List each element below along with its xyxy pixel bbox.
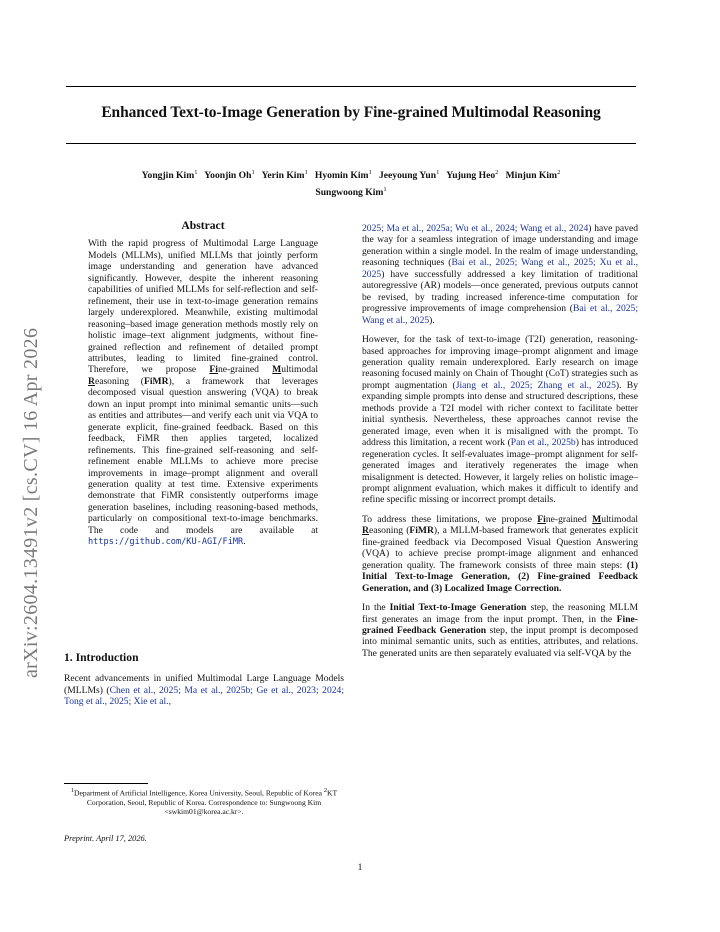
paragraph: In the Initial Text-to-Image Generation step, the reasoning MLLM first generates an image from the input prompt. Then, in the Fine-grained Feedback Generation step, the input prompt is decomposed into minimal semantic units, such as entities, attributes, and relations. The generated units are then separately evaluated via self-VQA by the: [362, 602, 638, 659]
footnote-rule: [64, 783, 148, 784]
citation-link[interactable]: Jiang et al., 2025; Zhang et al., 2025: [455, 379, 616, 391]
author: Sungwoong Kim$^1$: [315, 186, 387, 199]
paragraph: To address these limitations, we propose Fine-grained Multimodal Reasoning (FiMR), a MLLM-based framework that generates explicit fine-grained feedback via Decomposed Visual Question Answering (VQA) to achieve precise prompt-image alignment and enhanced generation quality. The framework consists of three main steps: (1) Initial Text-to-Image Generation, (2) Fine-grained Feedback Generation, and (3) Localized Image Correction.: [362, 513, 639, 594]
abstract-section: [88, 220, 318, 549]
right-column: [362, 223, 638, 667]
code-link[interactable]: https://github.com/KU-AGI/FiMR: [88, 537, 244, 548]
page-number: 1: [357, 862, 363, 873]
author: Yongjin Kim$^1$: [141, 169, 198, 182]
author: Jeeyoung Yun$^1$: [378, 169, 440, 182]
paragraph: 2025; Ma et al., 2025a; Wu et al., 2024; Wang et al., 2024) have paved the way for a seamless integration of image understanding and image generation within a single model. In the realm of image understanding, reasoning techniques (Bai et al., 2025; Wang et al., 2025; Xu et al., 2025) have successfully addressed a key limitation of traditional autoregressive (AR) models—once generated, previous outputs cannot be revised, by trading increased inference-time computation for progressive improvements of image comprehension (Bai et al., 2025; Wang et al., 2025).: [362, 223, 639, 326]
author: Yujung Heo$^2$: [446, 169, 499, 182]
citation-link[interactable]: Bai et al., 2025; Wang et al., 2025: [362, 303, 638, 326]
author: Hyomin Kim$^1$: [314, 169, 372, 182]
title-rule: [66, 143, 636, 144]
author-list: [80, 166, 622, 200]
citation-link[interactable]: Bai et al., 2025; Wang et al., 2025; Xu et al., 2025: [362, 257, 638, 280]
intro-text: Recent advancements in unified Multimodal Large Language Models (MLLMs) (Chen et al., 2025; Ma et al., 2025b; Ge et al., 2023; 2024; Tong et al., 2025; Xie et al.,: [64, 673, 344, 708]
intro-heading: 1. Introduction: [64, 651, 139, 664]
author: Minjun Kim$^2$: [505, 169, 561, 182]
introduction-section: [64, 652, 344, 708]
preprint-note: Preprint. April 17, 2026.: [64, 834, 147, 843]
abstract-heading: Abstract: [181, 219, 225, 232]
author: Yoonjin Oh$^1$: [204, 169, 255, 182]
top-rule: [66, 86, 636, 87]
paragraph: However, for the task of text-to-image (T2I) generation, reasoning-based approaches for improving image–prompt alignment and image generation quality remain underexplored. Early research on image reasoning focused mainly on Chain of Thought (CoT) strategies such as prompt augmentation (Jiang et al., 2025; Zhang et al., 2025). By expanding simple prompts into dense and structured descriptions, these methods provide a T2I model with richer context to facilitate better initial synthesis. Nevertheless, these approaches cannot revise the generated image, even when it is misaligned with the prompt. To address this limitation, a recent work (Pan et al., 2025b) has introduced regeneration cycles. It self-evaluates image–prompt alignment for self-generated images and iteratively regenerates the image when misalignment is detected. However, it largely relies on holistic image–prompt alignment evaluation, which makes it difficult to identify and refine specific missing or incorrect prompt details.: [362, 334, 638, 506]
author: Yerin Kim$^1$: [261, 169, 308, 182]
citation-link[interactable]: 2025; Ma et al., 2025a; Wu et al., 2024; Wang et al., 2024: [362, 223, 589, 234]
abstract-text: With the rapid progress of Multimodal Large Language Models (MLLMs), unified MLLMs that jointly perform image understanding and generation have advanced significantly. However, despite the inherent reasoning capabilities of unified MLLMs for self-reflection and self-refinement, their use in text-to-image generation remains largely underexplored. Meanwhile, existing multimodal reasoning–based image generation methods mostly rely on holistic image–text alignment judgments, without fine-grained reflection and refinement of detailed prompt attributes, leading to limited fine-grained control. Therefore, we propose Fine-grained Multimodal Reasoning (FiMR), a framework that leverages decomposed visual question answering (VQA) to break down an input prompt into minimal semantic units—such as entities and attributes—and verify each unit via VQA to generate explicit, fine-grained feedback. Based on this feedback, FiMR then applies targeted, localized refinements. This fine-grained self-reasoning and self-refinement enable MLLMs to achieve more precise improvements in image–prompt alignment and overall generation quality at test time. Extensive experiments demonstrate that FiMR consistently outperforms image generation baselines, including reasoning-based methods, particularly on compositional text-to-image benchmarks. The code and models are available at https://github.com/KU-AGI/FiMR.: [88, 238, 319, 548]
footnote: $^1$Department of Artificial Intelligence, Korea University, Seoul, Republic of Korea $^2$KT Corporation, Seoul, Republic of Korea. Correspondence to: Sungwoong Kim <swkim01@korea.ac.kr>.: [64, 786, 344, 817]
paper-title: Enhanced Text-to-Image Generation by Fine-grained Multimodal Reasoning: [101, 104, 601, 121]
citation-link[interactable]: Chen et al., 2025; Ma et al., 2025b; Ge et al., 2023; 2024; Tong et al., 2025; Xie et al.,: [64, 684, 344, 708]
citation-link[interactable]: Pan et al., 2025b: [510, 437, 576, 449]
arxiv-identifier: arXiv:2604.13491v2 [cs.CV] 16 Apr 2026: [20, 327, 42, 678]
